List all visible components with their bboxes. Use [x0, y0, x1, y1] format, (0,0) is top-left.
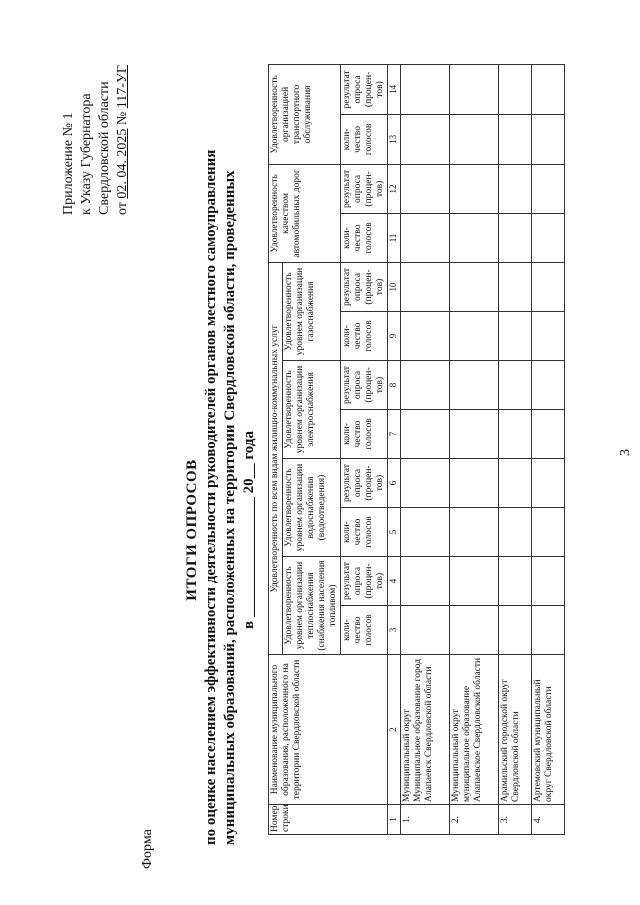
column-number: 3 [388, 606, 401, 655]
annex-date-prefix: от [115, 202, 130, 215]
column-number: 9 [388, 312, 401, 361]
header-utilities-group: Удовлетворенность по всем видам жилищно-коммунальных услуг [269, 262, 283, 654]
empty-cell [532, 114, 565, 164]
empty-cell [532, 557, 565, 606]
header-row-1 [269, 64, 283, 834]
column-number: 2 [388, 655, 401, 805]
header-result: результат опроса (процен-тов) [341, 557, 388, 606]
annex-line-4 [114, 65, 132, 215]
municipality-name: Муниципальный округ муниципальное образование Алапаевское Свердловской области [450, 655, 499, 805]
empty-cell [532, 64, 565, 114]
header-result: результат опроса (процен-тов) [341, 164, 388, 213]
page-number: 3 [618, 449, 633, 456]
empty-cell [450, 361, 499, 410]
empty-cell [499, 64, 532, 114]
column-number: 8 [388, 361, 401, 410]
empty-cell [499, 312, 532, 361]
annex-number: 117-УГ [115, 65, 130, 109]
empty-cell [401, 410, 450, 459]
empty-cell [401, 606, 450, 655]
column-number: 6 [388, 459, 401, 508]
empty-cell [532, 459, 565, 508]
header-gas-supply: Удовлетворенность уровнем организации газоснабжения [283, 262, 341, 360]
empty-cell [401, 114, 450, 164]
empty-cell [532, 213, 565, 262]
empty-cell [532, 361, 565, 410]
row-number: 2. [450, 805, 499, 835]
annex-date: 02. 04. 2025 [115, 128, 130, 199]
header-votes: коли-чество голосов [341, 606, 388, 655]
column-number: 14 [388, 64, 401, 114]
column-number: 12 [388, 164, 401, 213]
annex-line-1: Приложение № 1 [61, 112, 76, 215]
empty-cell [532, 508, 565, 557]
empty-cell [532, 606, 565, 655]
empty-cell [450, 508, 499, 557]
column-number: 4 [388, 557, 401, 606]
row-number: 1. [401, 805, 450, 835]
empty-cell [450, 557, 499, 606]
empty-cell [532, 410, 565, 459]
empty-cell [401, 213, 450, 262]
header-result: результат опроса (процен-тов) [341, 361, 388, 410]
column-number: 5 [388, 508, 401, 557]
column-number-row [388, 64, 401, 834]
empty-cell [401, 557, 450, 606]
annex-line-3: Свердловской области [97, 81, 112, 215]
table-row [401, 64, 450, 834]
header-heat-supply: Удовлетворенность уровнем организации теплоснабжения (снабжения населения топливом) [283, 557, 341, 655]
municipality-name: Арамильский городской округ Свердловской области [499, 655, 532, 805]
annex-line-2: к Указу Губернатора [79, 93, 94, 215]
header-row-number: Номер строки [269, 805, 388, 835]
empty-cell [532, 262, 565, 311]
header-result: результат опроса (процен-тов) [341, 459, 388, 508]
header-transport: Удовлетворенность организацией транспортного обслуживания [269, 64, 341, 164]
empty-cell [499, 410, 532, 459]
header-votes: коли-чество голосов [341, 508, 388, 557]
empty-cell [450, 213, 499, 262]
empty-cell [401, 361, 450, 410]
table-row [532, 64, 565, 834]
empty-cell [450, 114, 499, 164]
empty-cell [401, 459, 450, 508]
empty-cell [499, 557, 532, 606]
header-result: результат опроса (процен-тов) [341, 262, 388, 311]
document-subtitle-line-1: по оценке населением эффективности деятельности руководителей органов местного самоуправления [203, 149, 219, 845]
empty-cell [499, 361, 532, 410]
header-water-supply: Удовлетворенность уровнем организации водоснабжения (водоотведения) [283, 459, 341, 557]
header-municipality-name: Наименование муниципального образования, расположенного на территории Свердловской области [269, 655, 388, 805]
survey-results-table [268, 64, 565, 835]
empty-cell [450, 606, 499, 655]
column-number: 7 [388, 410, 401, 459]
column-number: 1 [388, 805, 401, 835]
document-subtitle-line-3: в ________________ 20__ года [241, 431, 257, 629]
header-votes: коли-чество голосов [341, 213, 388, 262]
empty-cell [532, 312, 565, 361]
empty-cell [499, 213, 532, 262]
column-number: 13 [388, 114, 401, 164]
empty-cell [499, 508, 532, 557]
header-votes: коли-чество голосов [341, 410, 388, 459]
empty-cell [499, 459, 532, 508]
municipality-name: Артемовский муниципальный округ Свердловской области [532, 655, 565, 805]
empty-cell [450, 459, 499, 508]
header-votes: коли-чество голосов [341, 312, 388, 361]
table-row [499, 64, 532, 834]
row-number: 4. [532, 805, 565, 835]
header-votes: коли-чество голосов [341, 114, 388, 164]
header-electric-supply: Удовлетворенность уровнем организации электроснабжения [283, 361, 341, 459]
annex-number-prefix: № [115, 111, 130, 126]
table-row [450, 64, 499, 834]
column-number: 11 [388, 213, 401, 262]
row-number: 3. [499, 805, 532, 835]
empty-cell [499, 114, 532, 164]
empty-cell [450, 312, 499, 361]
header-roads: Удовлетворенность качеством автомобильных дорог [269, 164, 341, 262]
empty-cell [450, 410, 499, 459]
municipality-name: Муниципальный округ Муниципальное образование город Алапаевск Свердловской области [401, 655, 450, 805]
empty-cell [532, 164, 565, 213]
header-result: результат опроса (процен-тов) [341, 64, 388, 114]
empty-cell [401, 262, 450, 311]
empty-cell [401, 508, 450, 557]
form-label: Форма [140, 829, 155, 869]
empty-cell [499, 606, 532, 655]
empty-cell [401, 312, 450, 361]
document-subtitle-line-2: муниципальных образований, расположенных на территории Свердловской области, проведенных [222, 170, 238, 845]
empty-cell [450, 64, 499, 114]
empty-cell [450, 262, 499, 311]
empty-cell [450, 164, 499, 213]
document-title: ИТОГИ ОПРОСОВ [184, 459, 200, 601]
empty-cell [401, 164, 450, 213]
empty-cell [499, 164, 532, 213]
empty-cell [401, 64, 450, 114]
empty-cell [499, 262, 532, 311]
column-number: 10 [388, 262, 401, 311]
